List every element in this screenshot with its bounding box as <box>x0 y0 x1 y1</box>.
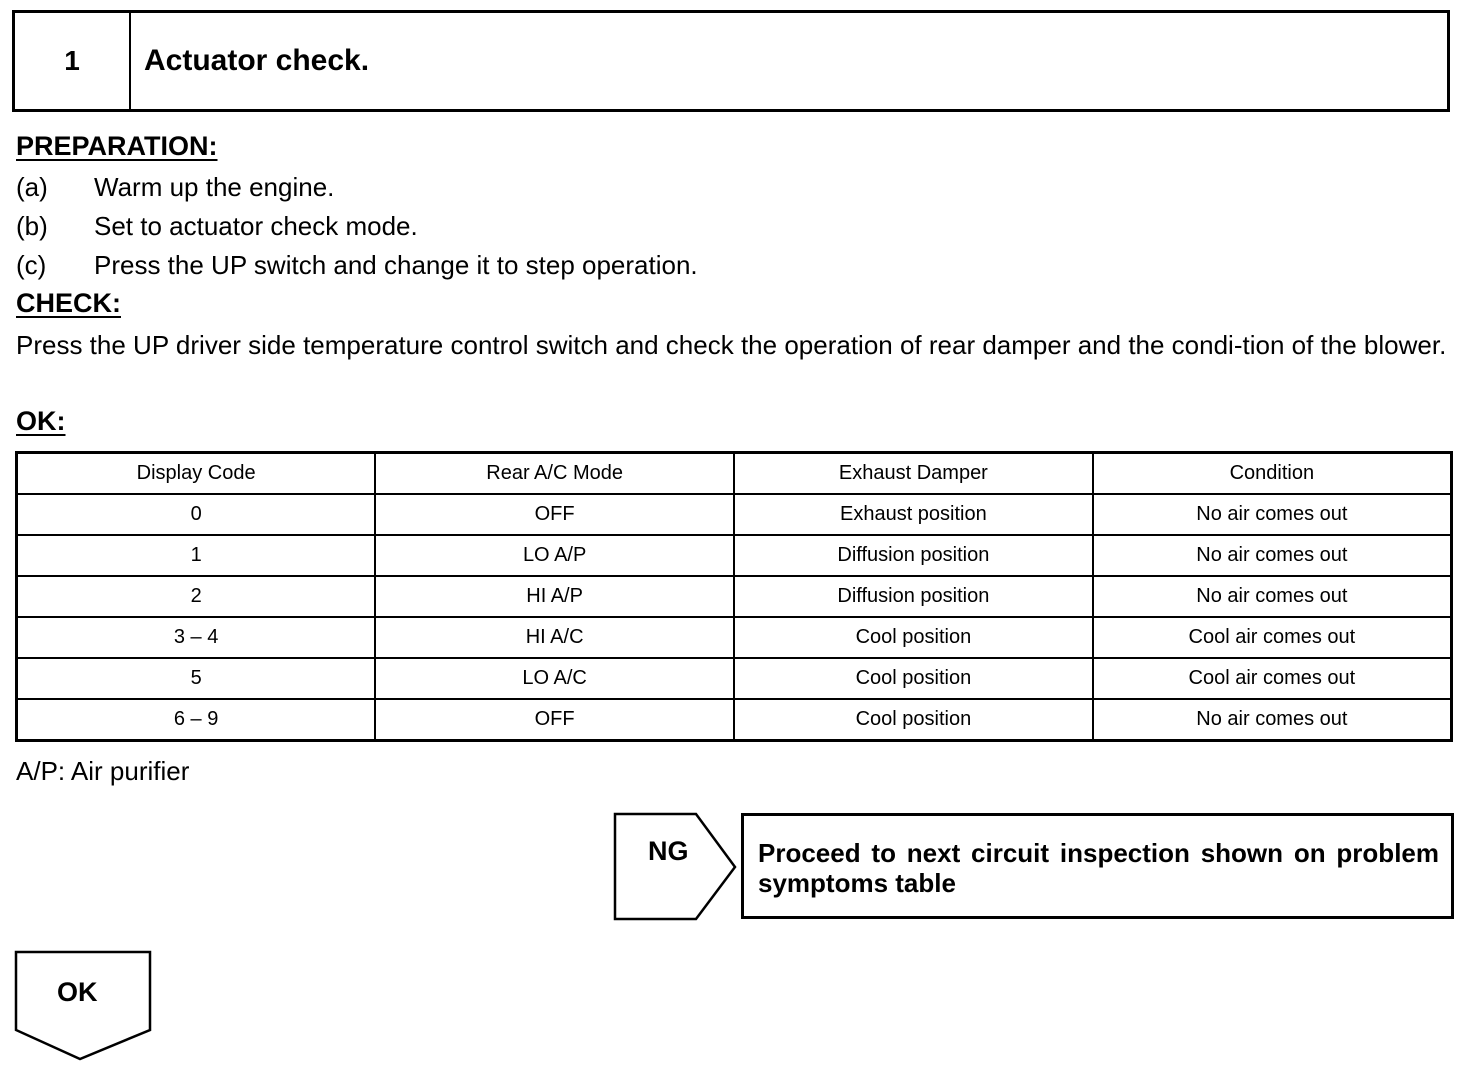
step-header <box>12 10 1450 112</box>
table-cell: Cool position <box>734 658 1093 699</box>
table-cell: LO A/C <box>375 658 734 699</box>
table-header-row <box>17 453 1452 495</box>
table-row <box>17 535 1452 576</box>
check-heading: CHECK: <box>16 288 121 318</box>
table-cell: HI A/C <box>375 617 734 658</box>
preparation-item-text: Set to actuator check mode. <box>94 211 418 241</box>
column-header: Display Code <box>17 453 376 495</box>
ok-heading: OK: <box>16 406 66 436</box>
table-row <box>17 494 1452 535</box>
table-cell: 2 <box>17 576 376 617</box>
column-header: Condition <box>1093 453 1452 495</box>
table-cell: HI A/P <box>375 576 734 617</box>
table-row <box>17 576 1452 617</box>
check-text: Press the UP driver side temperature control switch and check the operation of rear damper and the condi-tion of the blower. <box>16 330 1447 360</box>
table-cell: Cool position <box>734 699 1093 741</box>
table-cell: Cool air comes out <box>1093 617 1452 658</box>
table-cell: 1 <box>17 535 376 576</box>
preparation-item-label: (a) <box>16 172 48 202</box>
table-row <box>17 699 1452 741</box>
column-header: Exhaust Damper <box>734 453 1093 495</box>
step-number: 1 <box>15 13 131 109</box>
table-cell: Exhaust position <box>734 494 1093 535</box>
ok-tag <box>14 950 152 1062</box>
table-cell: 0 <box>17 494 376 535</box>
preparation-item-text: Press the UP switch and change it to step operation. <box>94 250 698 280</box>
table-cell: Diffusion position <box>734 576 1093 617</box>
table-row <box>17 617 1452 658</box>
ok-table <box>15 451 1453 742</box>
preparation-item <box>16 211 418 242</box>
table-cell: Cool position <box>734 617 1093 658</box>
preparation-heading: PREPARATION: <box>16 131 218 161</box>
table-cell: 5 <box>17 658 376 699</box>
preparation-item <box>16 250 698 281</box>
ng-tag <box>613 812 738 922</box>
ng-label: NG <box>648 836 689 866</box>
column-header: Rear A/C Mode <box>375 453 734 495</box>
table-cell: OFF <box>375 494 734 535</box>
preparation-item-text: Warm up the engine. <box>94 172 335 202</box>
table-cell: OFF <box>375 699 734 741</box>
table-cell: LO A/P <box>375 535 734 576</box>
table-cell: No air comes out <box>1093 535 1452 576</box>
table-cell: Cool air comes out <box>1093 658 1452 699</box>
preparation-item-label: (c) <box>16 250 47 280</box>
table-cell: Diffusion position <box>734 535 1093 576</box>
ng-arrow-shape <box>613 812 738 922</box>
table-cell: No air comes out <box>1093 699 1452 741</box>
preparation-item-label: (b) <box>16 211 48 241</box>
footnote: A/P: Air purifier <box>16 756 190 786</box>
table-cell: No air comes out <box>1093 494 1452 535</box>
ng-result-box: Proceed to next circuit inspection shown on problem symptoms table <box>741 813 1454 919</box>
table-cell: 3 – 4 <box>17 617 376 658</box>
preparation-item <box>16 172 334 203</box>
ok-label: OK <box>57 977 98 1007</box>
table-row <box>17 658 1452 699</box>
table-cell: No air comes out <box>1093 576 1452 617</box>
table-cell: 6 – 9 <box>17 699 376 741</box>
step-title: Actuator check. <box>144 44 370 77</box>
